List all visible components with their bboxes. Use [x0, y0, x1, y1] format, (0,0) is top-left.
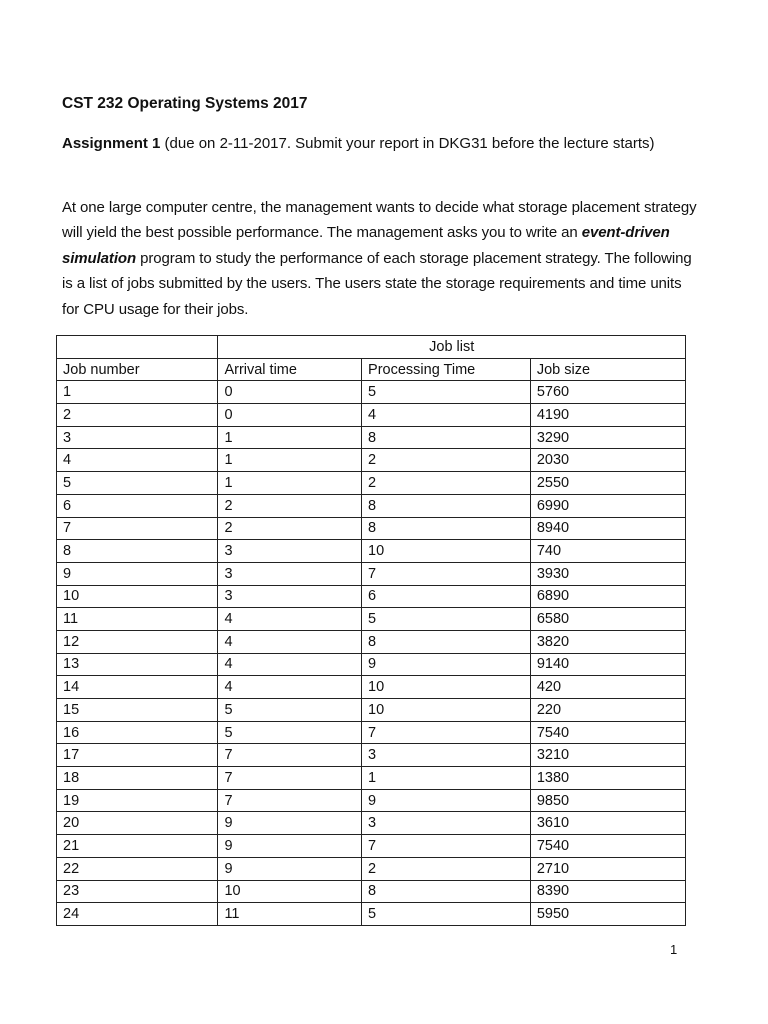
table-row — [57, 812, 686, 835]
cell-job-number: 3 — [57, 426, 218, 449]
cell-processing-time: 7 — [362, 835, 531, 858]
cell-processing-time: 10 — [362, 699, 531, 722]
cell-arrival-time: 0 — [218, 381, 362, 404]
cell-arrival-time: 4 — [218, 630, 362, 653]
table-row — [57, 789, 686, 812]
table-row — [57, 653, 686, 676]
cell-job-size: 6990 — [530, 494, 685, 517]
cell-arrival-time: 4 — [218, 608, 362, 631]
cell-job-size: 6890 — [530, 585, 685, 608]
cell-job-number: 22 — [57, 857, 218, 880]
cell-job-number: 24 — [57, 903, 218, 926]
table-caption-spacer — [57, 336, 218, 359]
table-row — [57, 381, 686, 404]
cell-job-size: 1380 — [530, 767, 685, 790]
cell-job-size: 7540 — [530, 721, 685, 744]
cell-job-size: 4190 — [530, 404, 685, 427]
cell-job-size: 3930 — [530, 562, 685, 585]
cell-job-number: 13 — [57, 653, 218, 676]
cell-processing-time: 7 — [362, 562, 531, 585]
cell-processing-time: 3 — [362, 812, 531, 835]
cell-job-size: 9140 — [530, 653, 685, 676]
table-row — [57, 404, 686, 427]
cell-job-size: 5760 — [530, 381, 685, 404]
assignment-line — [62, 131, 702, 156]
cell-arrival-time: 1 — [218, 472, 362, 495]
course-title: CST 232 Operating Systems 2017 — [62, 95, 308, 112]
table-row — [57, 472, 686, 495]
cell-job-size: 2030 — [530, 449, 685, 472]
cell-processing-time: 8 — [362, 426, 531, 449]
table-row — [57, 880, 686, 903]
cell-job-number: 1 — [57, 381, 218, 404]
cell-arrival-time: 11 — [218, 903, 362, 926]
cell-arrival-time: 9 — [218, 835, 362, 858]
cell-arrival-time: 3 — [218, 562, 362, 585]
cell-arrival-time: 3 — [218, 585, 362, 608]
cell-processing-time: 5 — [362, 608, 531, 631]
cell-job-size: 220 — [530, 699, 685, 722]
cell-processing-time: 4 — [362, 404, 531, 427]
table-row — [57, 744, 686, 767]
cell-job-size: 9850 — [530, 789, 685, 812]
cell-job-number: 14 — [57, 676, 218, 699]
cell-processing-time: 2 — [362, 472, 531, 495]
table-header-row — [57, 358, 686, 381]
cell-processing-time: 5 — [362, 381, 531, 404]
cell-processing-time: 6 — [362, 585, 531, 608]
cell-job-size: 6580 — [530, 608, 685, 631]
intro-text-start: At one large computer centre, the management wants to decide what storage placement strategy will yield the best possible performance. The management asks you to write an — [62, 199, 697, 242]
cell-arrival-time: 7 — [218, 767, 362, 790]
cell-job-number: 12 — [57, 630, 218, 653]
cell-processing-time: 9 — [362, 789, 531, 812]
table-row — [57, 562, 686, 585]
cell-arrival-time: 2 — [218, 494, 362, 517]
page-number: 1 — [670, 942, 678, 957]
table-row — [57, 699, 686, 722]
table-row — [57, 494, 686, 517]
cell-job-number: 21 — [57, 835, 218, 858]
cell-job-number: 8 — [57, 540, 218, 563]
cell-job-number: 7 — [57, 517, 218, 540]
cell-arrival-time: 2 — [218, 517, 362, 540]
cell-arrival-time: 7 — [218, 789, 362, 812]
cell-job-number: 4 — [57, 449, 218, 472]
cell-job-size: 5950 — [530, 903, 685, 926]
cell-arrival-time: 1 — [218, 426, 362, 449]
cell-job-size: 8940 — [530, 517, 685, 540]
cell-job-size: 7540 — [530, 835, 685, 858]
cell-processing-time: 7 — [362, 721, 531, 744]
table-caption-row — [57, 336, 686, 359]
cell-job-number: 15 — [57, 699, 218, 722]
cell-job-number: 19 — [57, 789, 218, 812]
cell-processing-time: 8 — [362, 630, 531, 653]
cell-processing-time: 10 — [362, 540, 531, 563]
cell-arrival-time: 9 — [218, 857, 362, 880]
cell-processing-time: 8 — [362, 880, 531, 903]
cell-job-size: 3820 — [530, 630, 685, 653]
table-row — [57, 767, 686, 790]
cell-job-size: 2550 — [530, 472, 685, 495]
column-header-job-number: Job number — [57, 358, 218, 381]
table-row — [57, 540, 686, 563]
cell-job-size: 8390 — [530, 880, 685, 903]
cell-job-size: 3290 — [530, 426, 685, 449]
cell-processing-time: 2 — [362, 857, 531, 880]
cell-job-number: 6 — [57, 494, 218, 517]
cell-job-number: 23 — [57, 880, 218, 903]
cell-job-number: 11 — [57, 608, 218, 631]
cell-job-number: 18 — [57, 767, 218, 790]
cell-processing-time: 2 — [362, 449, 531, 472]
cell-job-size: 3610 — [530, 812, 685, 835]
cell-arrival-time: 10 — [218, 880, 362, 903]
intro-text-end: program to study the performance of each storage placement strategy. The following is a list of jobs submitted by the users. The users state the storage requirements and time units for CPU usage for their jobs. — [62, 249, 692, 318]
cell-job-size: 420 — [530, 676, 685, 699]
table-row — [57, 608, 686, 631]
cell-arrival-time: 0 — [218, 404, 362, 427]
column-header-processing-time: Processing Time — [362, 358, 531, 381]
cell-processing-time: 10 — [362, 676, 531, 699]
table-row — [57, 630, 686, 653]
table-row — [57, 903, 686, 926]
cell-processing-time: 9 — [362, 653, 531, 676]
cell-arrival-time: 5 — [218, 721, 362, 744]
cell-job-number: 20 — [57, 812, 218, 835]
cell-processing-time: 8 — [362, 494, 531, 517]
cell-arrival-time: 5 — [218, 699, 362, 722]
cell-job-size: 740 — [530, 540, 685, 563]
cell-arrival-time: 1 — [218, 449, 362, 472]
intro-emphasis: event-driven simulation — [62, 224, 670, 267]
job-table-body — [57, 336, 686, 926]
cell-processing-time: 5 — [362, 903, 531, 926]
table-row — [57, 835, 686, 858]
cell-arrival-time: 3 — [218, 540, 362, 563]
assignment-label: Assignment 1 — [62, 135, 161, 152]
cell-processing-time: 1 — [362, 767, 531, 790]
table-row — [57, 676, 686, 699]
table-row — [57, 721, 686, 744]
cell-arrival-time: 9 — [218, 812, 362, 835]
assignment-details: (due on 2-11-2017. Submit your report in DKG31 before the lecture starts) — [160, 135, 655, 152]
table-row — [57, 585, 686, 608]
job-list-table — [56, 335, 686, 926]
cell-job-number: 2 — [57, 404, 218, 427]
intro-paragraph — [62, 195, 702, 322]
cell-job-number: 9 — [57, 562, 218, 585]
cell-processing-time: 8 — [362, 517, 531, 540]
cell-job-number: 17 — [57, 744, 218, 767]
cell-arrival-time: 4 — [218, 676, 362, 699]
table-row — [57, 426, 686, 449]
cell-job-number: 5 — [57, 472, 218, 495]
cell-job-size: 3210 — [530, 744, 685, 767]
column-header-arrival-time: Arrival time — [218, 358, 362, 381]
cell-arrival-time: 4 — [218, 653, 362, 676]
cell-job-size: 2710 — [530, 857, 685, 880]
cell-arrival-time: 7 — [218, 744, 362, 767]
cell-job-number: 10 — [57, 585, 218, 608]
table-caption: Job list — [218, 336, 686, 359]
column-header-job-size: Job size — [530, 358, 685, 381]
table-row — [57, 449, 686, 472]
table-row — [57, 517, 686, 540]
cell-job-number: 16 — [57, 721, 218, 744]
table-row — [57, 857, 686, 880]
cell-processing-time: 3 — [362, 744, 531, 767]
